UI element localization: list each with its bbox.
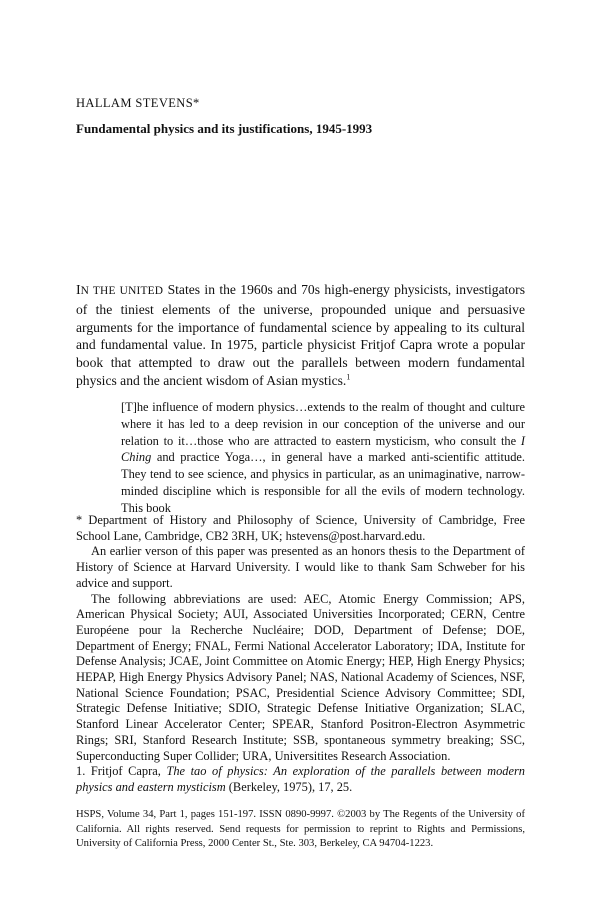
publisher-info (76, 808, 525, 852)
article-title: Fundamental physics and its justifications, 1945-1993 (76, 121, 373, 136)
footnote-abbreviations: The following abbreviations are used: AEC, Atomic Energy Commission; APS, American Physical Society; AUI, Associated Universities Incorporated; CERN, Centre Européene pour la Recherche Nucléaire; DOD, Department of Defense; DOE, Department of Energy; FNAL, Fermi National Accelerator Laboratory; IDA, Institute for Defense Analysis; JCAE, Joint Committee on Atomic Energy; HEP, High Energy Physics; HEPAP, High Energy Physics Advisory Panel; NAS, National Academy of Sciences, NSF, National Science Foundation; PSAC, Presidential Science Advisory Committee; SDI, Strategic Defense Initiative; SDIO, Strategic Defense Initiative Organization; SLAC, Stanford Linear Accelerator Center; SPEAR, Stanford Positron-Electron Asymmetric Rings; SRI, Stanford Research Institute; SSB, spontaneous symmetry breaking; SSC, Superconducting Super Collider; URA, Universitites Research Association. (76, 591, 525, 763)
footnote-ref-1[interactable]: 1 (346, 372, 351, 382)
footnote-1 (76, 764, 525, 795)
footnote-affiliation: * Department of History and Philosophy of Science, University of Cambridge, Free School Lane, Cambridge, CB2 3RH, UK; hstevens@post.harvard.edu. (76, 513, 525, 543)
lead-in-smallcaps: N THE UNITED (80, 285, 164, 297)
footnote-1-prefix: 1. Fritjof Capra, (76, 764, 167, 779)
block-quote (121, 399, 525, 517)
publisher-line: HSPS, Volume 34, Part 1, pages 151-197. ISSN 0890-9997. ©2003 by The Regents of the University of California. All rights reserved. Send requests for permission to reprint to Rights and Permissions, University of California Press, 2000 Center St., Ste. 303, Berkeley, CA 94704-1223. (76, 809, 525, 850)
footnote-1-title: The tao of physics: An exploration of the parallels between modern physics and eastern mysticism (76, 764, 525, 794)
paragraph-text: States in the 1960s and 70s high-energy physicists, investigators of the tiniest elements of the universe, propounded unique and persuasive arguments for the importance of fundamental science by appealing to its cultural and fundamental value. In 1975, particle physicist Fritjof Capra wrote a popular book that attempted to draw out the parallels between modern fundamental physics and the ancient wisdom of Asian mystics. (76, 282, 525, 388)
opening-paragraph (76, 281, 525, 390)
article-page (76, 0, 526, 900)
lead-in-capital: I (76, 283, 81, 298)
quote-part-1: [T]he influence of modern physics…extends to the realm of thought and culture where it has led to a deep revision in our conception of the universe and our relation to it…those who are attracted to eastern mysticism, who consult the (121, 400, 525, 448)
quote-italic: I Ching (121, 433, 525, 465)
footnotes (76, 513, 525, 796)
quote-part-2: and practice Yoga…, in general have a marked anti-scientific attitude. They tend to see science, and physics in particular, as an unimaginative, narrow-minded discipline which is responsible for all the evils of modern technology. This book (121, 450, 525, 515)
footnote-earlier-version: An earlier verson of this paper was presented as an honors thesis to the Department of History of Science at Harvard University. I would like to thank Sam Schweber for his advice and support. (76, 544, 525, 590)
author-name: HALLAM STEVENS* (76, 96, 200, 110)
footnote-1-suffix: (Berkeley, 1975), 17, 25. (225, 779, 353, 794)
